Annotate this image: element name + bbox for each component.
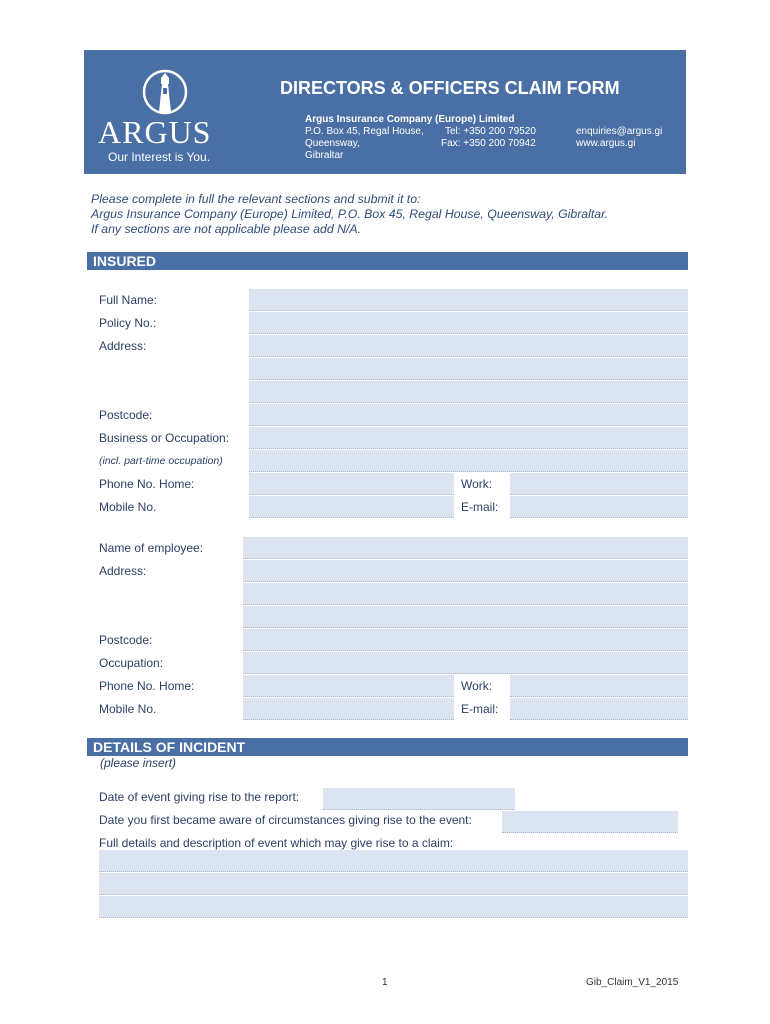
business-occupation-field-2[interactable] [249, 450, 688, 472]
insured-section-bar [87, 252, 688, 270]
business-occupation-field[interactable] [249, 427, 688, 449]
insured-address-field-1[interactable] [249, 335, 688, 357]
employee-address-label: Address: [99, 564, 147, 578]
employee-mobile-label: Mobile No. [99, 702, 157, 716]
address-line-2: Queensway, [305, 138, 360, 149]
date-event-label: Date of event giving rise to the report: [99, 790, 300, 804]
intro-line-3: If any sections are not applicable please add N/A. [91, 222, 362, 236]
insured-address-field-2[interactable] [249, 358, 688, 380]
employee-phone-home-field[interactable] [243, 675, 454, 697]
employee-address-field-3[interactable] [243, 606, 688, 628]
date-aware-label: Date you first became aware of circumstances giving rise to the event: [99, 813, 472, 827]
full-details-field-3[interactable] [99, 896, 688, 918]
full-details-label: Full details and description of event which may give rise to a claim: [99, 836, 454, 850]
address-line-3: Gibraltar [305, 150, 344, 161]
business-occupation-label: Business or Occupation: [99, 431, 230, 445]
policy-no-label: Policy No.: [99, 316, 157, 330]
date-aware-field[interactable] [502, 811, 678, 833]
employee-phone-home-label: Phone No. Home: [99, 679, 195, 693]
insured-mobile-field[interactable] [249, 496, 454, 518]
insured-work-field[interactable] [510, 473, 688, 495]
logo-wordmark: ARGUS [98, 114, 212, 150]
incident-section-bar [87, 738, 688, 756]
employee-work-label: Work: [461, 679, 493, 693]
insured-section-title: INSURED [93, 253, 157, 269]
employee-work-field[interactable] [510, 675, 688, 697]
contact-email: enquiries@argus.gi [576, 126, 663, 137]
full-name-field[interactable] [249, 289, 688, 311]
full-details-field-1[interactable] [99, 850, 688, 872]
full-details-field-2[interactable] [99, 873, 688, 895]
insured-address-label: Address: [99, 339, 147, 353]
fax: Fax: +350 200 70942 [441, 138, 536, 149]
employee-name-field[interactable] [243, 537, 688, 559]
insured-postcode-field[interactable] [249, 404, 688, 426]
date-event-field[interactable] [323, 788, 515, 810]
lighthouse-icon [140, 68, 190, 116]
page-number: 1 [382, 977, 388, 988]
incident-section-title: DETAILS OF INCIDENT [93, 739, 246, 755]
incident-note: (please insert) [100, 756, 177, 770]
website: www.argus.gi [576, 138, 636, 149]
intro-line-1: Please complete in full the relevant sections and submit it to: [91, 192, 421, 206]
intro-line-2: Argus Insurance Company (Europe) Limited, P.O. Box 45, Regal House, Queensway, Gibraltar. [91, 207, 609, 221]
insured-postcode-label: Postcode: [99, 408, 153, 422]
business-occupation-note: (incl. part-time occupation) [99, 455, 223, 467]
employee-email-label: E-mail: [461, 702, 499, 716]
insured-address-field-3[interactable] [249, 381, 688, 403]
employee-postcode-label: Postcode: [99, 633, 153, 647]
employee-occupation-label: Occupation: [99, 656, 164, 670]
logo-tagline: Our Interest is You. [108, 150, 211, 164]
employee-mobile-field[interactable] [243, 698, 454, 720]
telephone: Tel: +350 200 79520 [445, 126, 536, 137]
insured-phone-home-field[interactable] [249, 473, 454, 495]
full-name-label: Full Name: [99, 293, 158, 307]
insured-email-label: E-mail: [461, 500, 499, 514]
form-header [84, 50, 686, 174]
form-title: DIRECTORS & OFFICERS CLAIM FORM [280, 78, 620, 98]
employee-name-label: Name of employee: [99, 541, 204, 555]
document-reference: Gib_Claim_V1_2015 [586, 977, 679, 988]
insured-phone-home-label: Phone No. Home: [99, 477, 195, 491]
employee-email-field[interactable] [510, 698, 688, 720]
policy-no-field[interactable] [249, 312, 688, 334]
employee-address-field-2[interactable] [243, 583, 688, 605]
address-line-1: P.O. Box 45, Regal House, [305, 126, 424, 137]
insured-email-field[interactable] [510, 496, 688, 518]
insured-work-label: Work: [461, 477, 493, 491]
argus-logo [84, 50, 284, 174]
insured-mobile-label: Mobile No. [99, 500, 157, 514]
employee-occupation-field[interactable] [243, 652, 688, 674]
company-name: Argus Insurance Company (Europe) Limited [305, 114, 515, 125]
employee-postcode-field[interactable] [243, 629, 688, 651]
employee-address-field-1[interactable] [243, 560, 688, 582]
